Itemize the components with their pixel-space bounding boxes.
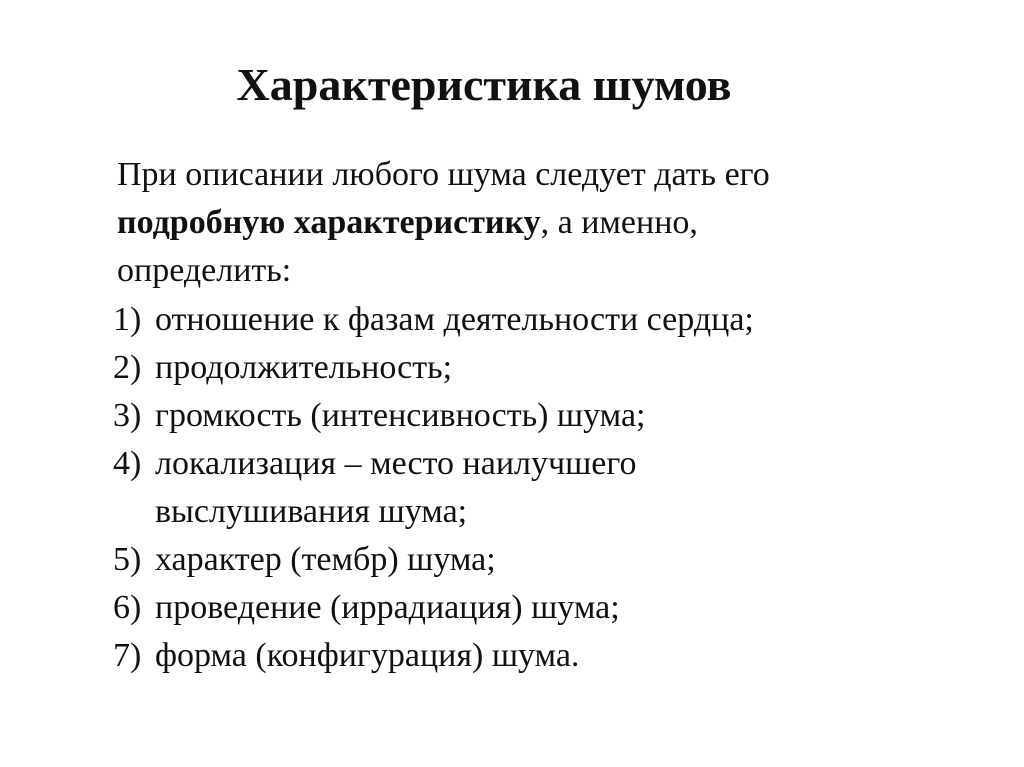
list-item-text: отношение к фазам деятельности сердца; [155, 301, 754, 338]
list-item [113, 440, 754, 536]
list-item [113, 632, 754, 680]
list-item-text: проведение (иррадиация) шума; [155, 589, 620, 626]
list-item-number: 1) [113, 301, 142, 338]
list-item [113, 392, 754, 440]
intro-line-2 [117, 199, 770, 247]
list-item-number: 6) [113, 589, 142, 626]
list-item [113, 344, 754, 392]
list-item-number: 4) [113, 445, 142, 482]
list-item-number: 3) [113, 397, 142, 434]
list-item-text: форма (конфигурация) шума. [155, 637, 580, 674]
intro-line-1: При описании любого шума следует дать его [117, 156, 770, 193]
slide-title: Характеристика шумов [236, 59, 732, 110]
list-item-text: продолжительность; [155, 349, 453, 386]
list-item [113, 584, 754, 632]
intro-bold-term: подробную характеристику [117, 204, 541, 241]
list-item-number: 7) [113, 637, 142, 674]
list-item-number: 5) [113, 541, 142, 578]
list-item-number: 2) [113, 349, 142, 386]
list-item [113, 536, 754, 584]
list-item-text: громкость (интенсивность) шума; [155, 397, 646, 434]
intro-line-3: определить: [117, 252, 292, 289]
list-item-text: характер (тембр) шума; [155, 541, 496, 578]
intro-line-2-rest: , а именно, [540, 204, 698, 241]
list-item-text-continued: выслушивания шума; [155, 493, 468, 530]
list-item-text: локализация – место наилучшего [155, 445, 637, 482]
intro-paragraph [117, 151, 770, 295]
characteristics-list [113, 296, 754, 680]
list-item [113, 296, 754, 344]
